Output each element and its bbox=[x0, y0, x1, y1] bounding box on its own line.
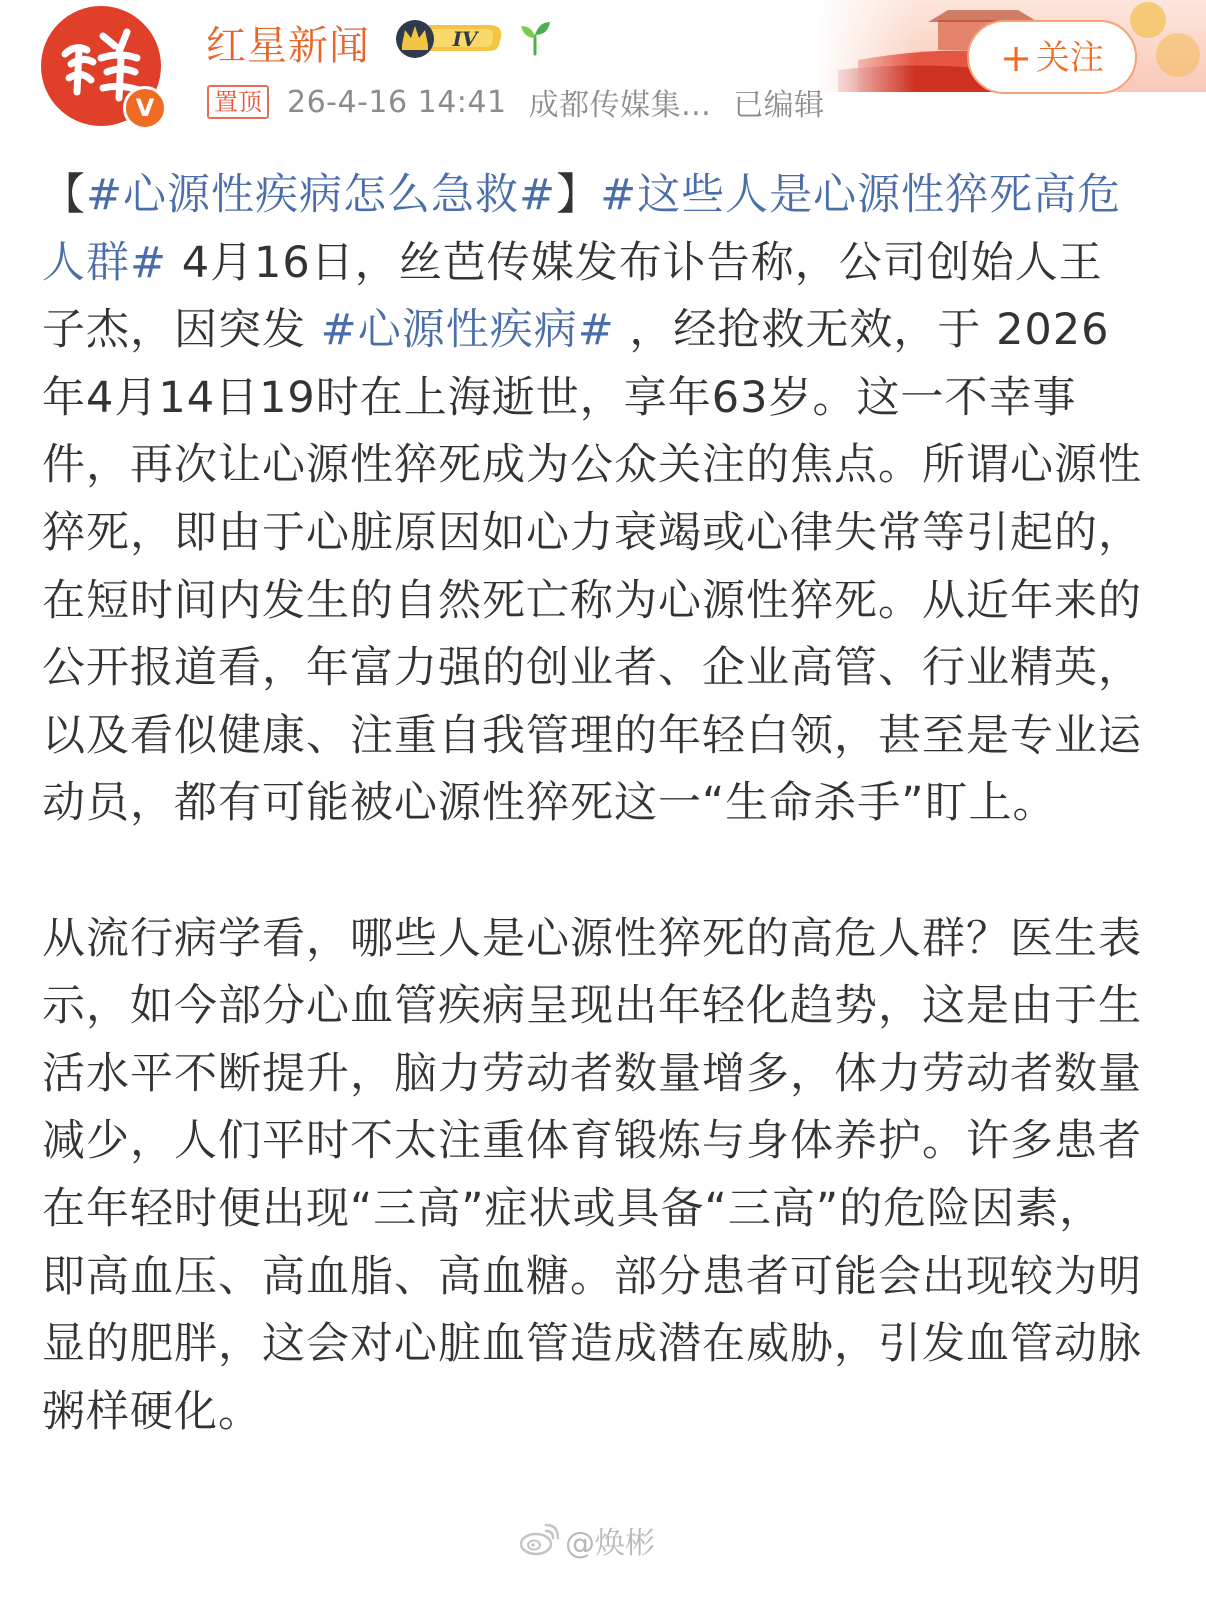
edited-label[interactable]: 已编辑 bbox=[733, 88, 825, 123]
avatar[interactable] bbox=[41, 6, 169, 130]
paragraph-2: 从流行病学看，哪些人是心源性猝死的高危人群？医生表示，如今部分心血管疾病呈现出年轻化趋势，这是由于生活水平不断提升，脑力劳动者数量增多，体力劳动者数量减少，人们平时不太注重体育锻炼与身体养护。许多患者在年轻时便出现“三高”症状或具备“三高”的危险因素，即高血压、高血脂、高血糖。部分患者可能会出现较为明显的肥胖，这会对心脏血管造成潜在威胁，引发血管动脉粥样硬化。 bbox=[42, 913, 1142, 1437]
body-text: ，经抢救无效，于 2026年4月14日19时在上海逝世，享年63岁。这一不幸事件，再次让心源性猝死成为公众关注的焦点。所谓心源性猝死，即由于心脏原因如心力衰竭或心律失常等引起的，在短时间内发生的自然死亡称为心源性猝死。从近年来的公开报道看，年富力强的创业者、企业高管、行业精英，以及看似健康、注重自我管理的年轻白领，甚至是专业运动员，都有可能被心源性猝死这一“生命杀手”盯上。 bbox=[42, 305, 1142, 829]
bracket-open: 【 bbox=[42, 170, 86, 220]
plus-icon: + bbox=[1000, 36, 1032, 80]
post-content bbox=[42, 162, 1142, 1446]
pinned-tag: 置顶 bbox=[207, 85, 269, 119]
hashtag-link[interactable]: #心源性疾病怎么急救# bbox=[86, 170, 557, 220]
watermark-text: @焕彬 bbox=[565, 1526, 655, 1561]
bracket-close: 】 bbox=[556, 170, 601, 220]
account-name[interactable]: 红星新闻 bbox=[206, 23, 370, 69]
sprout-icon bbox=[516, 18, 554, 56]
follow-button[interactable] bbox=[967, 20, 1137, 94]
follow-label: 关注 bbox=[1035, 38, 1104, 78]
vip-level-text: IV bbox=[452, 27, 478, 51]
post-meta bbox=[207, 80, 825, 124]
weibo-logo-icon bbox=[519, 1523, 559, 1557]
post-header bbox=[0, 0, 1206, 145]
crown-icon bbox=[396, 20, 434, 58]
watermark bbox=[519, 1518, 655, 1562]
post-timestamp: 26-4-16 14:41 bbox=[287, 84, 507, 120]
hashtag-link[interactable]: #心源性疾病# bbox=[320, 305, 615, 356]
vip-level-badge bbox=[393, 15, 509, 59]
hashtag-link[interactable]: #这些人是心源性猝死高危人群# bbox=[42, 170, 1122, 288]
verified-badge: V bbox=[123, 86, 167, 130]
post-source[interactable]: 成都传媒集... bbox=[528, 88, 712, 123]
paragraph-1 bbox=[42, 162, 1142, 838]
body-text: 4月16日，丝芭传媒发布讣告称，公司创始人王子杰，因突发 bbox=[42, 237, 1103, 356]
